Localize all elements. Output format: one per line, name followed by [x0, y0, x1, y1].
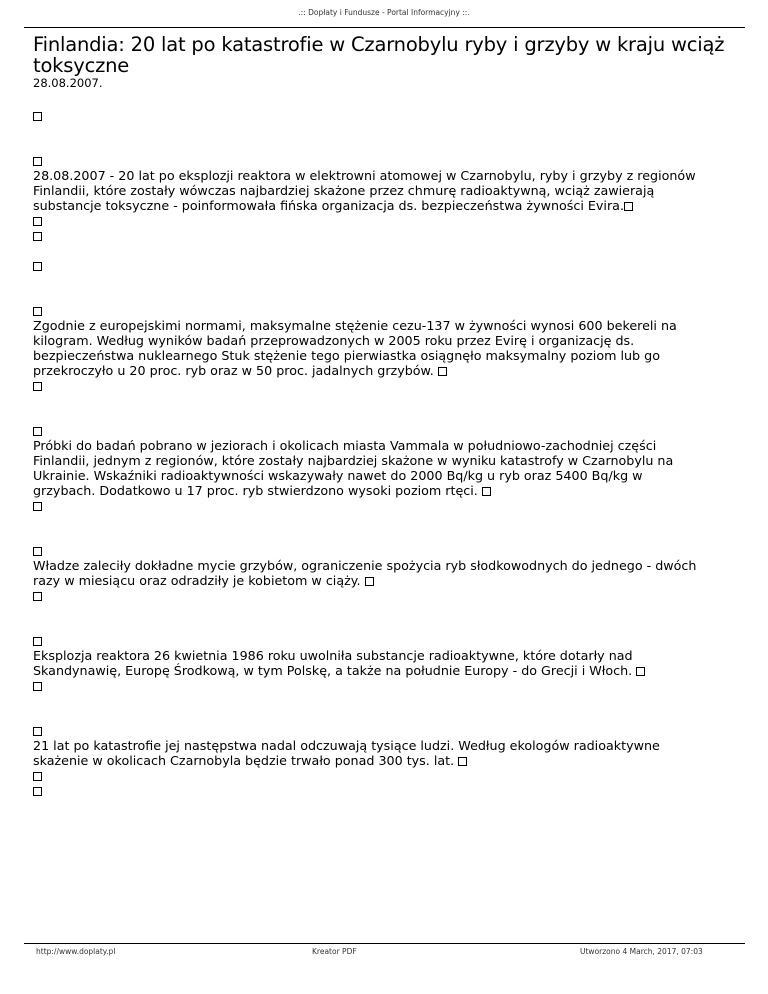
paragraph-line: bezpieczeństwa nuklearnego Stuk stężenie tego pierwiastka osiągnęło maksymalny poziom lub go — [33, 348, 660, 363]
paragraph-line: Eksplozja reaktora 26 kwietnia 1986 roku uwolniła substancje radioaktywne, które dotarły nad — [33, 648, 633, 663]
missing-glyph-icon — [33, 262, 42, 271]
placeholder-glyph-line — [33, 378, 735, 393]
placeholder-glyph-line — [33, 498, 735, 513]
paragraph-line: 28.08.2007 - 20 lat po eksplozji reaktora w elektrowni atomowej w Czarnobylu, ryby i grzyby z regionów — [33, 168, 696, 183]
spacer — [33, 243, 735, 258]
paragraph-line: Ukrainie. Wskaźniki radioaktywności wskazywały nawet do 2000 Bq/kg u ryb oraz 5400 Bq/kg w — [33, 468, 643, 483]
paragraph-text: substancje toksyczne - poinformowała fińska organizacja ds. bezpieczeństwa żywności Evira. — [33, 198, 624, 213]
footer-url: http://www.doplaty.pl — [36, 947, 116, 956]
placeholder-glyph-line — [33, 723, 735, 738]
paragraph-line: kilogram. Według wyników badań przeprowadzonych w 2005 roku przez Evirę i organizację ds. — [33, 333, 635, 348]
missing-glyph-icon — [482, 487, 491, 496]
missing-glyph-icon — [33, 307, 42, 316]
placeholder-glyph-line — [33, 303, 735, 318]
missing-glyph-icon — [365, 577, 374, 586]
paragraph-text: przekroczyło u 20 proc. ryb oraz w 50 proc. jadalnych grzybów. — [33, 363, 434, 378]
paragraph-line: Władze zaleciły dokładne mycie grzybów, ograniczenie spożycia ryb słodkowodnych do jednego - dwóch — [33, 558, 697, 573]
placeholder-glyph-line — [33, 228, 735, 243]
missing-glyph-icon — [33, 787, 42, 796]
missing-glyph-icon — [33, 382, 42, 391]
article-body — [33, 108, 735, 798]
missing-glyph-icon — [33, 502, 42, 511]
spacer — [33, 393, 735, 423]
article-title: Finlandia: 20 lat po katastrofie w Czarnobylu ryby i grzyby w kraju wciąż toksyczne — [33, 33, 725, 77]
footer-rule — [24, 943, 745, 944]
missing-glyph-icon — [636, 667, 645, 676]
placeholder-glyph-line — [33, 633, 735, 648]
paragraph-line: Próbki do badań pobrano w jeziorach i okolicach miasta Vammala w południowo-zachodniej części — [33, 438, 657, 453]
missing-glyph-icon — [33, 637, 42, 646]
spacer — [33, 123, 735, 153]
paragraph-line — [33, 753, 735, 768]
placeholder-glyph-line — [33, 213, 735, 228]
page-header: .:: Dopłaty i Fundusze - Portal Informacyjny ::. — [298, 8, 470, 17]
spacer — [33, 513, 735, 543]
placeholder-glyph-line — [33, 258, 735, 273]
missing-glyph-icon — [33, 547, 42, 556]
missing-glyph-icon — [624, 202, 633, 211]
missing-glyph-icon — [33, 772, 42, 781]
placeholder-glyph-line — [33, 423, 735, 438]
footer-created: Utworzono 4 March, 2017, 07:03 — [580, 947, 703, 956]
placeholder-glyph-line — [33, 768, 735, 783]
missing-glyph-icon — [33, 112, 42, 121]
placeholder-glyph-line — [33, 153, 735, 168]
paragraph-text: Skandynawię, Europę Środkową, w tym Polskę, a także na południe Europy - do Grecji i Włoch. — [33, 663, 633, 678]
missing-glyph-icon — [33, 157, 42, 166]
paragraph-line — [33, 573, 735, 588]
placeholder-glyph-line — [33, 678, 735, 693]
paragraph-line — [33, 663, 735, 678]
missing-glyph-icon — [458, 757, 467, 766]
paragraph-text: skażenie w okolicach Czarnobyla będzie trwało ponad 300 tys. lat. — [33, 753, 455, 768]
placeholder-glyph-line — [33, 588, 735, 603]
missing-glyph-icon — [33, 592, 42, 601]
missing-glyph-icon — [33, 217, 42, 226]
paragraph-line — [33, 483, 735, 498]
paragraph-line: Finlandii, jednym z regionów, które zostały najbardziej skażone w wyniku katastrofy w Czarnobylu na — [33, 453, 674, 468]
missing-glyph-icon — [438, 367, 447, 376]
missing-glyph-icon — [33, 727, 42, 736]
paragraph-line — [33, 198, 735, 213]
placeholder-glyph-line — [33, 543, 735, 558]
paragraph-text: razy w miesiącu oraz odradziły je kobietom w ciąży. — [33, 573, 361, 588]
missing-glyph-icon — [33, 427, 42, 436]
spacer — [33, 693, 735, 723]
placeholder-glyph-line — [33, 108, 735, 123]
header-rule — [24, 27, 745, 28]
spacer — [33, 273, 735, 303]
paragraph-text: grzybach. Dodatkowo u 17 proc. ryb stwierdzono wysoki poziom rtęci. — [33, 483, 478, 498]
placeholder-glyph-line — [33, 783, 735, 798]
spacer — [33, 603, 735, 633]
paragraph-line — [33, 363, 735, 378]
paragraph-line: Zgodnie z europejskimi normami, maksymalne stężenie cezu-137 w żywności wynosi 600 bekereli na — [33, 318, 677, 333]
footer-generator: Kreator PDF — [312, 947, 357, 956]
paragraph-line: 21 lat po katastrofie jej następstwa nadal odczuwają tysiące ludzi. Według ekologów radioaktywne — [33, 738, 660, 753]
paragraph-line: Finlandii, które zostały wówczas najbardziej skażone przez chmurę radioaktywną, wciąż zawierają — [33, 183, 655, 198]
missing-glyph-icon — [33, 232, 42, 241]
missing-glyph-icon — [33, 682, 42, 691]
article-date: 28.08.2007. — [33, 76, 103, 90]
